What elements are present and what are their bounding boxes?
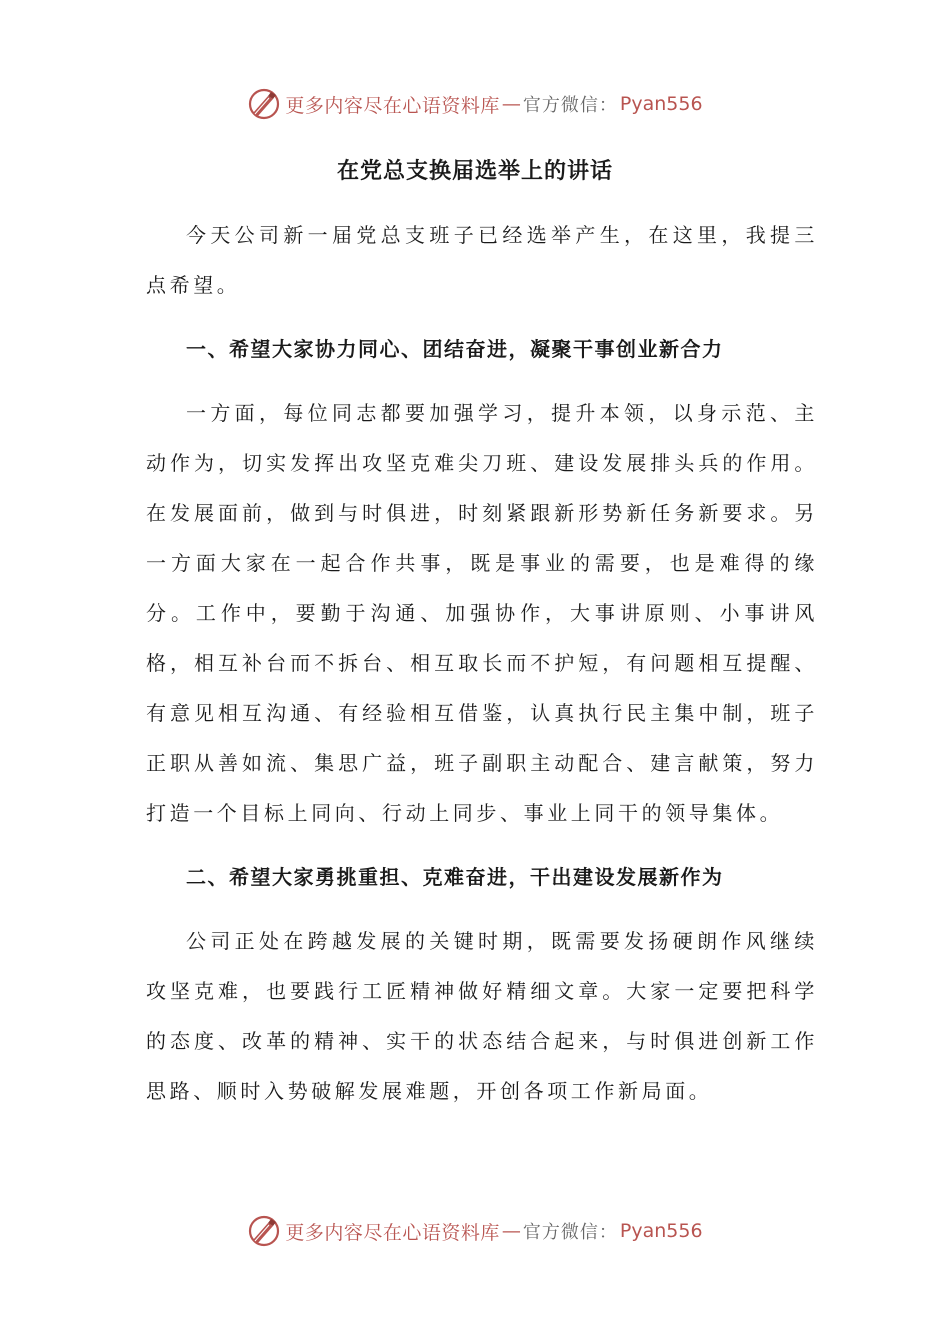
watermark-slogan: 更多内容尽在心语资料库 bbox=[285, 94, 500, 117]
pen-nib-logo-icon bbox=[247, 87, 281, 121]
watermark-wechat-label: 官方微信： bbox=[522, 1222, 618, 1243]
section-1-heading: 一、希望大家协力同心、团结奋进，凝聚干事创业新合力 bbox=[186, 337, 724, 361]
document-body bbox=[146, 210, 818, 1116]
watermark-wechat-id: Pyan556 bbox=[619, 1220, 703, 1242]
pen-nib-logo-icon bbox=[247, 1214, 281, 1248]
section-1-body: 一方面，每位同志都要加强学习，提升本领，以身示范、主动作为，切实发挥出攻坚克难尖刀班、建设发展排头兵的作用。在发展面前，做到与时俱进，时刻紧跟新形势新任务新要求。另一方面大家在一起合作共事，既是事业的需要，也是难得的缘分。工作中，要勤于沟通、加强协作，大事讲原则、小事讲风格，相互补台而不拆台、相互取长而不护短，有问题相互提醒、有意见相互沟通、有经验相互借鉴，认真执行民主集中制，班子正职从善如流、集思广益，班子副职主动配合、建言献策，努力打造一个目标上同向、行动上同步、事业上同干的领导集体。 bbox=[146, 401, 818, 825]
watermark-dash: — bbox=[501, 1220, 521, 1242]
section-2-body: 公司正处在跨越发展的关键时期，既需要发扬硬朗作风继续攻坚克难，也要践行工匠精神做好精细文章。大家一定要把科学的态度、改革的精神、实干的状态结合起来，与时俱进创新工作思路、顺时入势破解发展难题，开创各项工作新局面。 bbox=[146, 929, 818, 1103]
watermark-wechat-label: 官方微信： bbox=[522, 95, 618, 116]
footer-watermark-banner bbox=[0, 1209, 950, 1253]
watermark-slogan: 更多内容尽在心语资料库 bbox=[285, 1221, 500, 1244]
watermark-wechat-id: Pyan556 bbox=[619, 93, 703, 115]
document-title: 在党总支换届选举上的讲话 bbox=[336, 159, 613, 184]
intro-paragraph: 今天公司新一届党总支班子已经选举产生，在这里，我提三点希望。 bbox=[146, 223, 818, 297]
section-2-heading: 二、希望大家勇挑重担、克难奋进，干出建设发展新作为 bbox=[186, 865, 724, 889]
header-watermark-banner bbox=[0, 82, 950, 126]
watermark-dash: — bbox=[501, 93, 521, 115]
